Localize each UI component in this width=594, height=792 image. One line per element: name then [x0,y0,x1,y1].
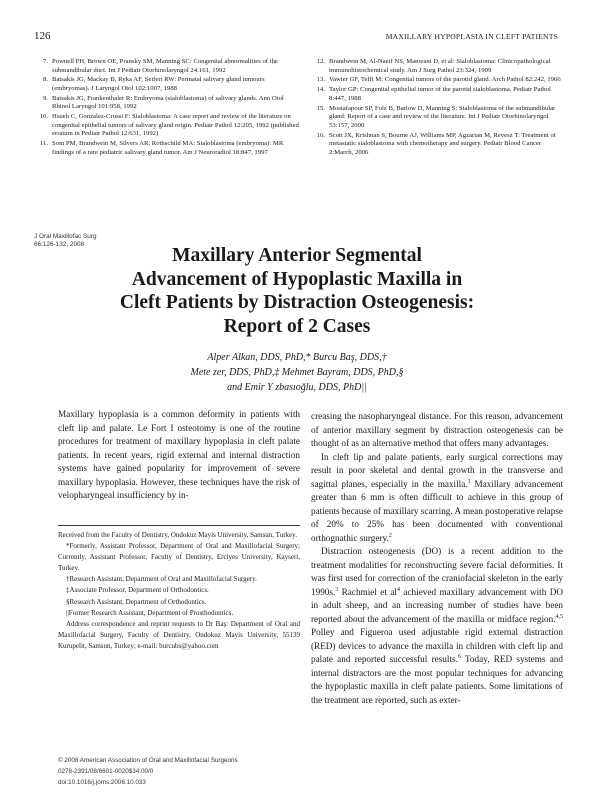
footnotes [58,530,300,652]
body-text: Rachmiel et al [338,586,397,597]
reference-number: 10. [39,113,48,121]
reference-item [34,58,300,75]
citation-superscript: 4 [396,586,400,593]
issn-line: 0278-2391/08/6601-0020$34.00/0 [58,767,154,775]
reference-item [34,95,300,112]
reference-item [311,76,563,85]
footnote: Received from the Faculty of Dentistry, Ondokuz Mayis University, Samsun, Turkey. [58,531,297,539]
author-line: Alper Alkan, DDS, PhD,* Burcu Baş, DDS,† [207,352,387,363]
footnote: ‡Associate Professor, Department of Orthodontics. [66,586,209,595]
author-line: and Emir Y zbasıoğlu, DDS, PhD|| [227,382,367,393]
page-number: 126 [34,30,51,42]
reference-number: 9. [42,94,48,102]
reference-text: Mostafapour SP, Folz B, Barlow D, Manning S: Sialoblastoma of the submandibular gland: Report of a case and review of the literature. Int J Pediatr Otorhinolaryngol 53:157, 2000 [329,104,556,129]
reference-number: 15. [316,104,325,112]
body-text: Polley and Figueroa used adjustable rigid external distraction (RED) devices to advance the maxilla in children with cleft lip and palate and reported successful results. [311,627,563,664]
author-list [30,350,564,395]
copyright-line: © 2008 American Association of Oral and Maxillofacial Surgeons [58,757,238,764]
reference-item [311,105,563,131]
title-line: Cleft Patients by Distraction Osteogenesis: [119,292,475,313]
footnote: *Formerly, Assistant Professor, Department of Oral and Maxillofacial Surgery; Currently, Assistant Professor, Faculty of Dentistry, Erciyes University, Kayseri, Turkey. [58,542,300,573]
reference-text: Brandwein M, Al-Naeif NS, Manwani D, et al: Sialoblastoma: Clinicopathological immunohistochemical study. Am J Surg Pathol 23:324, 1999 [329,58,551,74]
body-paragraph: Maxillary hypoplasia is a common deformity in patients with cleft lip and palate. Le Fort I osteotomy is one of the routine procedures for treatment of maxillary hypoplasia in cleft palate patients. In recent years, rigid external and internal distraction systems have gained popularity for improvement of severe maxillary hypoplasia. However, these techniques have the risk of velopharyngeal insufficiency by in- [58,409,300,500]
reference-text: Hsueh C, Gonzalez-Crussi F: Sialoblastoma: A case report and review of the literature on congenital epithelial tumors of salivary gland origin. Pediatr Pathol 12:205, 1992 (published erratum in Pediatr Pathol 12:631, 1992) [52,113,299,138]
citation-superscript: 3 [335,586,339,593]
title-line: Maxillary Anterior Segmental [172,245,422,266]
doi-line: doi:10.1016/j.joms.2006.10.033 [58,778,146,786]
body-text: Distraction osteogenesis (DO) is a recent addition to the treatment modalities for reconstructing severe facial deformities. It was first used for correction of the craniofacial skeleton in the early 1990s. [311,546,563,597]
body-text: creasing the nasopharyngeal distance. For this reason, advancement of anterior maxillary segment by distraction osteogenesis can be thought of as an alternative method that offers many advantages. [311,411,563,448]
footnote: Address correspondence and reprint requests to Dr Baş: Department of Oral and Maxillofacial Surgery, Faculty of Dentistry, Ondokuz Mayis University, 55139 Kurupelit, Samsun, Turkey; e-mail: burcubs@yahoo.com [58,619,300,650]
reference-number: 7. [42,58,48,65]
reference-text: Pownell PH, Brown OE, Pransky SM, Manning SC: Congenital abnormalities of the submandibular duct. Int J Pediatr Otorhinolaryngol 24:161, 1992 [52,58,278,74]
body-text: In cleft lip and palate patients, early surgical corrections may result in poor skeletal and dental growth in the transverse and sagittal planes, especially in the maxilla. [311,451,563,489]
reference-text: Batsakis JG, Frankenthaler R: Embryoma (sialoblastoma) of salivary glands. Ann Otol Rhinol Laryngol 101:958, 1992 [52,94,284,111]
footnote: ||Former Research Assistant, Department of Prosthodontics. [66,608,234,617]
body-text: Maxillary advancement greater than 6 mm is often difficult to achieve in this group of patients because of maxillary scarring. A mean postoperative relapse of 20% to 25% has been documented with conventional orthognathic surgery. [311,478,563,543]
reference-text: Som PM, Brandwein M, Silvers AR, Rothschild MA: Sialoblastoma (embryoma): MR findings of a rare pediatric salivary gland tumor. Am J Neuroradiol 18:847, 1997 [52,140,284,156]
reference-number: 11. [39,140,48,148]
body-column-right [311,410,563,707]
running-head: MAXILLARY HYPOPLASIA IN CLEFT PATIENTS [385,32,558,41]
reference-number: 12. [316,58,325,65]
title-line: Report of 2 Cases [223,315,371,337]
body-paragraph [311,545,563,707]
reference-text: Batsakis JG, Mackay B, Ryka AF, Seifert RW: Perinatal salivary gland tumours (embryomas). J Laryngol Otol 102:1007, 1988 [52,76,265,92]
reference-list-right [311,58,563,158]
citation-superscript: 1 [467,478,471,485]
reference-text: Taylor GP: Congenital epithelial tumor of the parotid sialoblastoma. Pediatr Pathol 8:447, 1988 [329,86,551,102]
body-paragraph [311,410,563,451]
footnote-divider [58,525,300,526]
reference-item [34,76,300,93]
footnote: †Research Assistant, Department of Oral and Maxillofacial Surgery. [66,575,257,584]
journal-name: J Oral Maxillofac Surg [34,233,97,240]
footnote: §Research Assistant, Department of Orthodontics. [66,597,207,606]
citation-superscript: 2 [388,532,392,539]
reference-number: 8. [42,76,48,84]
reference-text: Vawter GF, Tefft M: Congenital tumors of the parotid gland. Arch Pathol 82:242, 1966 [329,76,561,84]
journal-volume: 66:126-132, 2008 [34,241,85,248]
body-text: Today, RED systems and internal distractors are the most popular techniques for advancing the hypoplastic maxilla in cleft palate patients. Some limitations of the treatment are reported, such as exter- [311,654,563,705]
body-column-left [58,408,300,503]
reference-item [34,140,300,157]
article-title [30,244,564,338]
reference-item [311,86,563,103]
body-paragraph [311,451,563,546]
reference-list-left [34,58,300,158]
title-line: Advancement of Hypoplastic Maxilla in [131,268,463,290]
reference-number: 14. [316,86,325,94]
reference-item [311,58,563,75]
reference-item [34,113,300,139]
citation-superscript: 4,5 [555,613,563,620]
reference-text: Scott JX, Krishnan S, Bourne AJ, Williams MP, Agzarian M, Revesz T: Treatment of metastatic sialoblastoma with chemotherapy and surgery. Pediatr Blood Cancer 2:March, 2006 [329,131,556,156]
reference-number: 16. [316,131,325,139]
reference-number: 13. [316,76,325,84]
citation-superscript: 6 [457,653,461,660]
body-text: achieved maxillary advancement with DO in adult sheep, and an increasing number of studies have been reported about the advancement of the maxilla or midface region. [311,586,564,624]
reference-item [311,132,563,158]
copyright-block [58,756,238,788]
author-line: Mete zer, DDS, PhD,‡ Mehmet Bayram, DDS, PhD,§ [190,367,404,378]
